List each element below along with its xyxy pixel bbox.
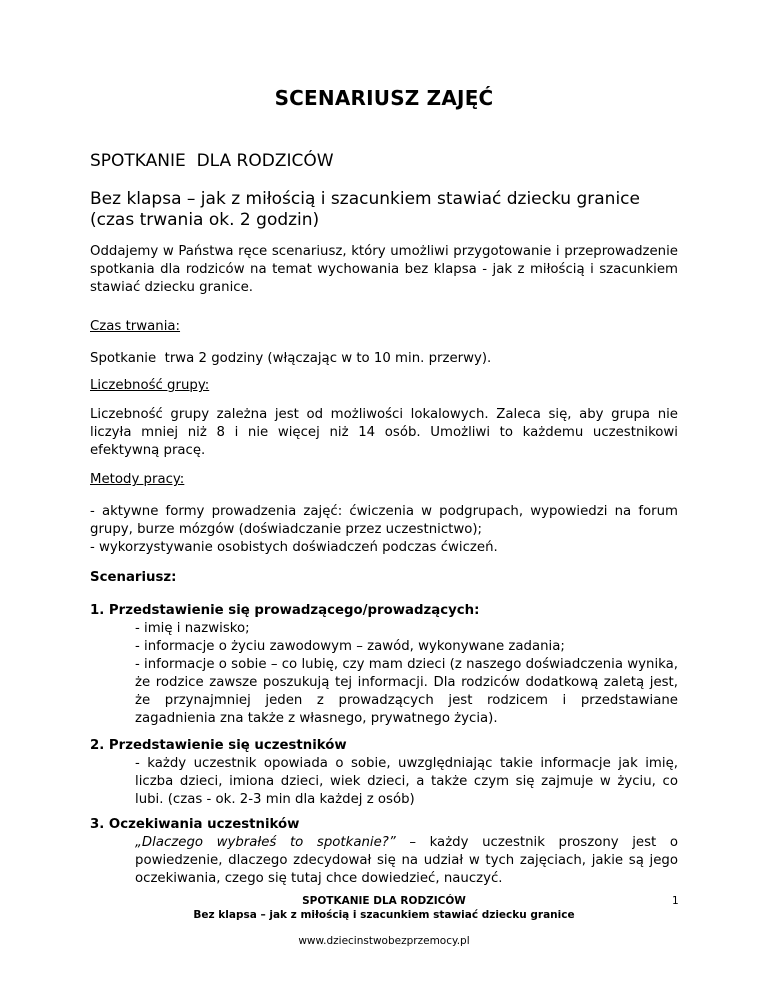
page-number: 1 bbox=[672, 895, 679, 907]
section-3-body: – każdy uczestnik proszony jest o powiedzenie, dlaczego zdecydował się na udział w tych zajęciach, jakie są jego oczekiwania, czego się tutaj chce dowiedzieć, nauczyć. bbox=[135, 835, 678, 886]
scenario-heading: Scenariusz: bbox=[90, 570, 177, 585]
section-2 bbox=[90, 737, 678, 809]
page-footer bbox=[0, 894, 768, 948]
duration-text: Spotkanie trwa 2 godziny (włączając w to 10 min. przerwy). bbox=[90, 351, 492, 366]
group-size-heading: Liczebność grupy: bbox=[90, 378, 210, 393]
section-1-item-3: - informacje o sobie – co lubię, czy mam dzieci (z naszego doświadczenia wynika, że rodzice zawsze poszukują tej informacji. Dla rodziców dodatkową zaletą jest, że przynajmniej jeden z prowadzących jest rodzicem i przedstawiane zagadnienia zna także z własnego, prywatnego życia). bbox=[135, 657, 678, 726]
methods-heading: Metody pracy: bbox=[90, 472, 185, 487]
duration-heading: Czas trwania: bbox=[90, 319, 181, 334]
section-2-text: - każdy uczestnik opowiada o sobie, uwzględniając takie informacje jak imię, liczba dzieci, imiona dzieci, wiek dzieci, a także czym się zajmuje w życiu, co lubi. (czas - ok. 2-3 min dla każdej z osób) bbox=[135, 756, 678, 807]
section-1-title: 1. Przedstawienie się prowadzącego/prowadzących: bbox=[90, 603, 480, 618]
topic-line-2: (czas trwania ok. 2 godzin) bbox=[90, 210, 320, 230]
topic-heading bbox=[90, 189, 640, 231]
footer-line-2: Bez klapsa – jak z miłością i szacunkiem stawiać dziecku granice bbox=[193, 909, 575, 921]
section-3-text bbox=[90, 834, 678, 888]
section-1 bbox=[90, 602, 678, 728]
intro-paragraph: Oddajemy w Państwa ręce scenariusz, który umożliwi przygotowanie i przeprowadzenie spotkania dla rodziców na temat wychowania bez klapsa - jak z miłością i szacunkiem stawiać dziecku granice. bbox=[90, 244, 678, 295]
section-3-title: 3. Oczekiwania uczestników bbox=[90, 817, 300, 832]
document-title: SCENARIUSZ ZAJĘĆ bbox=[274, 86, 494, 110]
footer-website: www.dziecinstwobezprzemocy.pl bbox=[298, 935, 470, 947]
topic-line-1: Bez klapsa – jak z miłością i szacunkiem stawiać dziecku granice bbox=[90, 189, 640, 209]
group-size-text: Liczebność grupy zależna jest od możliwości lokalowych. Zaleca się, aby grupa nie liczyła mniej niż 8 i nie więcej niż 14 osób. Umożliwi to każdemu uczestnikowi efektywną pracę. bbox=[90, 407, 678, 458]
methods-list bbox=[90, 503, 678, 557]
section-3-quote: „Dlaczego wybrałeś to spotkanie?” bbox=[135, 835, 396, 850]
methods-item-2: - wykorzystywanie osobistych doświadczeń podczas ćwiczeń. bbox=[90, 540, 498, 555]
meeting-subtitle: SPOTKANIE DLA RODZICÓW bbox=[90, 151, 334, 171]
section-3 bbox=[90, 816, 678, 888]
section-1-item-2: - informacje o życiu zawodowym – zawód, wykonywane zadania; bbox=[135, 639, 565, 654]
methods-item-1: - aktywne formy prowadzenia zajęć: ćwiczenia w podgrupach, wypowiedzi na forum grupy, burze mózgów (doświadczanie przez uczestnictwo); bbox=[90, 504, 678, 537]
section-2-title: 2. Przedstawienie się uczestników bbox=[90, 738, 347, 753]
footer-line-1: SPOTKANIE DLA RODZICÓW bbox=[302, 895, 466, 907]
section-1-item-1: - imię i nazwisko; bbox=[135, 621, 250, 636]
